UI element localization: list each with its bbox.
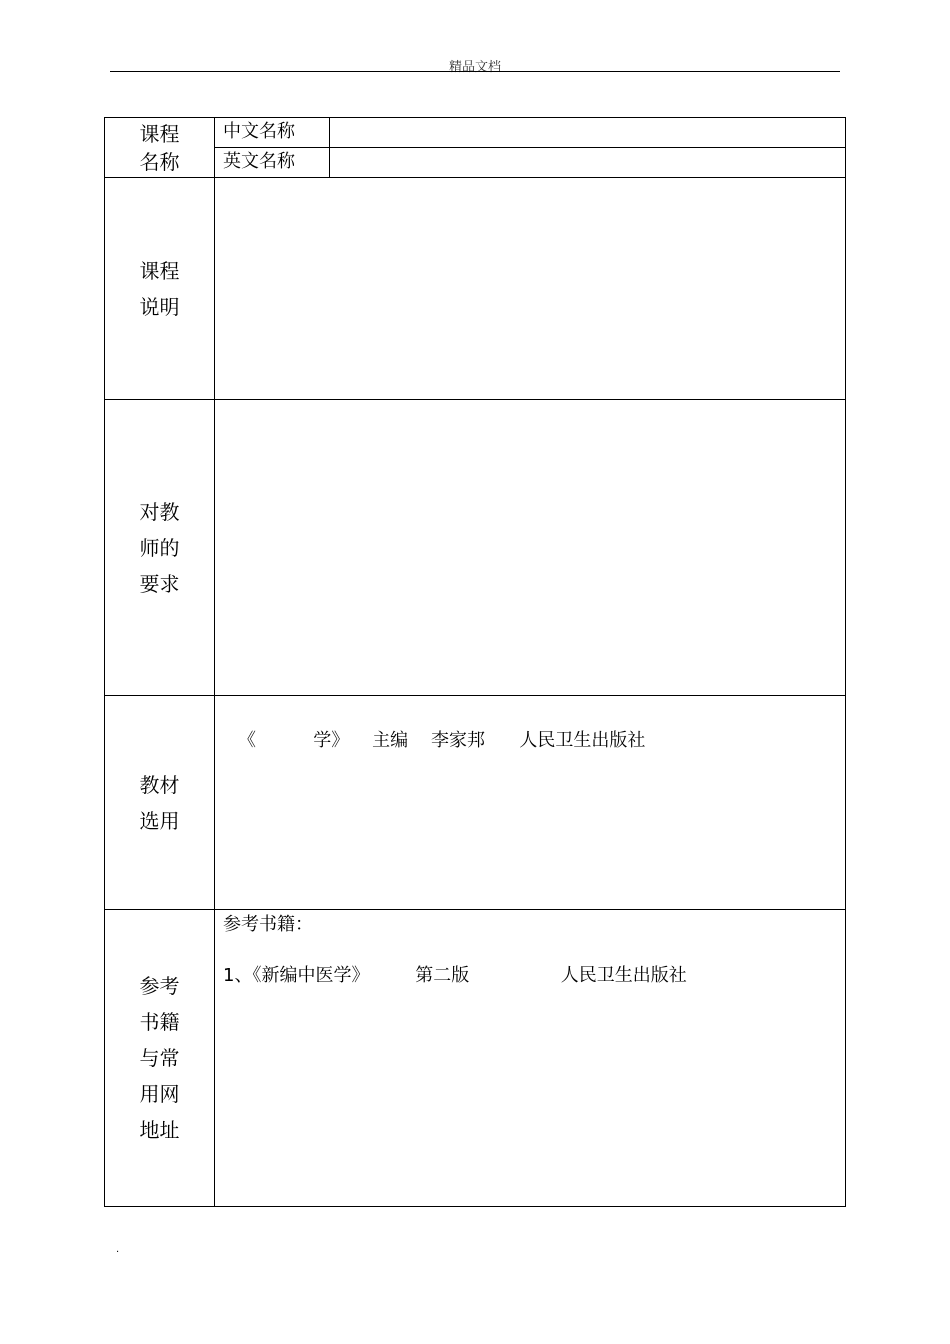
course-description-label — [105, 178, 214, 399]
course-name-label — [105, 118, 214, 177]
textbook-entry: 《 学》 主编 李家邦 人民卫生出版社 — [238, 730, 646, 751]
label-line: 课程 — [139, 121, 180, 146]
label-line: 说明 — [139, 294, 180, 319]
row-divider — [105, 177, 845, 178]
label-line: 与常 — [139, 1046, 180, 1070]
reference-item: 1、《新编中医学》 第二版 人民卫生出版社 — [223, 965, 687, 986]
chinese-name-field[interactable] — [339, 118, 839, 147]
teacher-requirements-label — [105, 400, 214, 695]
references-label — [105, 910, 214, 1206]
label-line: 参考 — [139, 974, 180, 998]
label-column-divider — [214, 118, 215, 1206]
label-line: 地址 — [139, 1118, 180, 1142]
label-line: 书籍 — [139, 1010, 180, 1034]
chinese-name-label: 中文名称 — [223, 121, 295, 142]
label-line: 用网 — [139, 1082, 180, 1106]
label-line: 选用 — [139, 808, 180, 833]
label-line: 名称 — [139, 149, 180, 174]
label-line: 师的 — [139, 535, 180, 560]
references-heading: 参考书籍： — [223, 914, 313, 935]
row-divider — [105, 695, 845, 696]
teacher-requirements-field[interactable] — [223, 410, 833, 680]
label-line: 对教 — [139, 499, 180, 524]
label-line: 教材 — [139, 772, 180, 797]
course-form-table — [104, 117, 846, 1207]
label-line: 要求 — [139, 571, 180, 596]
textbook-label — [105, 696, 214, 909]
english-name-field[interactable] — [339, 148, 839, 177]
header-rule — [110, 71, 840, 72]
label-line: 课程 — [139, 258, 180, 283]
course-description-field[interactable] — [223, 188, 833, 388]
row-divider — [105, 909, 845, 910]
english-name-label: 英文名称 — [223, 151, 295, 172]
footer-mark: . — [116, 1244, 120, 1255]
header-text: 精品文档 — [448, 60, 501, 75]
row-divider — [105, 399, 845, 400]
